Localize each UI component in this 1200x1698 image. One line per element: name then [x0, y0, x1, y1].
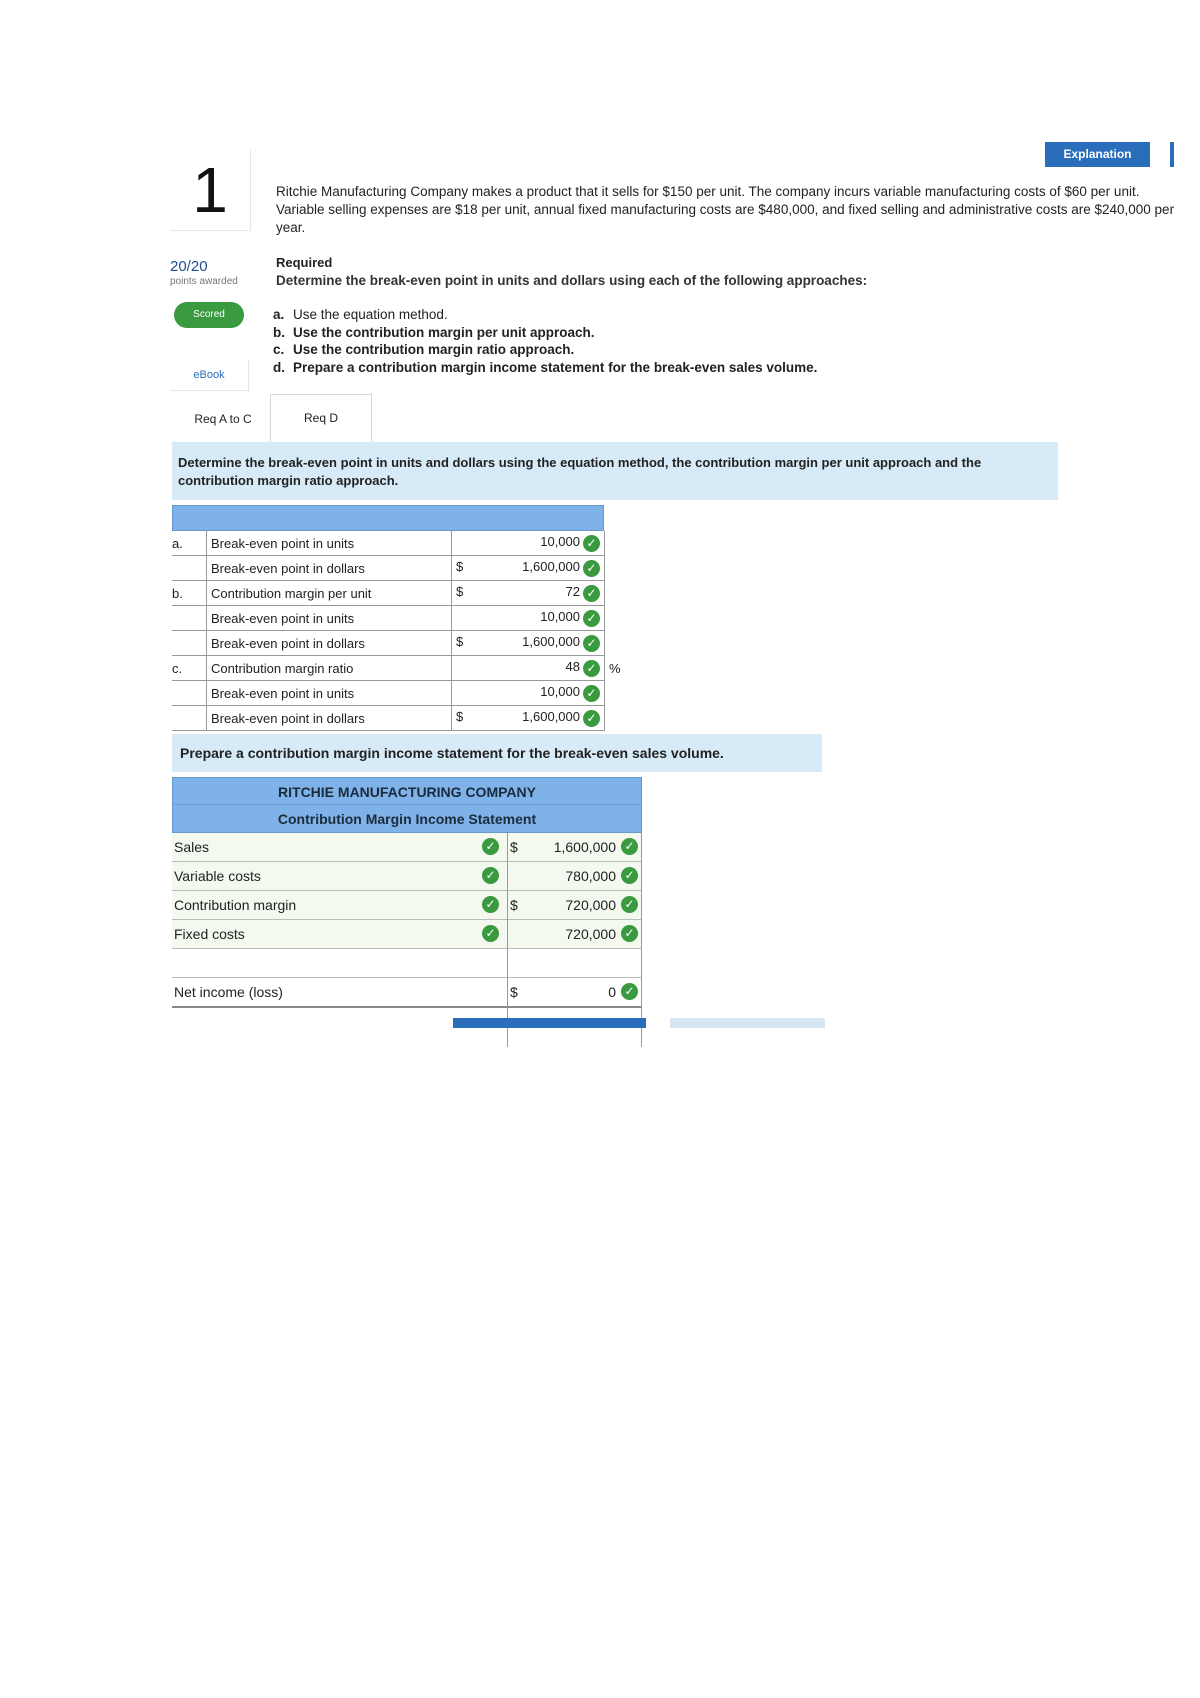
check-icon: ✓ [583, 585, 600, 602]
check-icon: ✓ [583, 635, 600, 652]
row-letter [172, 706, 207, 731]
row-value[interactable]: 1,600,000 [522, 709, 580, 725]
tab-req-d[interactable]: Req D [270, 394, 372, 443]
statement-row [172, 862, 642, 891]
statement-row-amount[interactable]: 780,000 [565, 868, 616, 884]
statement-row-label[interactable]: Contribution margin [174, 897, 297, 913]
row-letter [172, 556, 207, 581]
check-icon: ✓ [621, 983, 638, 1000]
requirement-item: c. Use the contribution margin ratio approach. [273, 342, 575, 357]
next-requirement-button[interactable] [670, 1018, 825, 1028]
row-value-cell[interactable] [452, 531, 605, 556]
row-value-cell[interactable] [452, 556, 605, 581]
requirements-list [273, 306, 817, 376]
problem-text: Ritchie Manufacturing Company makes a product that it sells for $150 per unit. The company incurs variable manufacturing costs of $60 per unit. Variable selling expenses are $18 per unit, annual fixed manufacturing costs are $480,000, and fixed selling and administrative costs are $240,000 per year. [276, 184, 1175, 235]
statement-title: Contribution Margin Income Statement [172, 805, 642, 833]
row-label: Break-even point in dollars [207, 631, 452, 656]
check-icon: ✓ [621, 867, 638, 884]
row-label: Break-even point in units [207, 531, 452, 556]
row-value-cell[interactable] [452, 631, 605, 656]
row-dollar: $ [456, 559, 464, 575]
requirement-item: b. Use the contribution margin per unit approach. [273, 324, 595, 340]
row-value[interactable]: 1,600,000 [522, 559, 580, 575]
row-letter: a. [172, 531, 207, 556]
row-value[interactable]: 10,000 [540, 609, 580, 625]
row-letter [172, 606, 207, 631]
check-icon: ✓ [583, 710, 600, 727]
row-value-cell[interactable] [452, 581, 605, 606]
row-value-cell[interactable] [452, 681, 605, 706]
row-value-cell[interactable] [452, 656, 605, 681]
required-heading: Required [276, 255, 333, 270]
check-icon: ✓ [583, 685, 600, 702]
statement-row-amount[interactable]: 1,600,000 [553, 839, 616, 855]
check-icon: ✓ [583, 535, 600, 552]
breakeven-row [172, 581, 635, 606]
check-icon: ✓ [482, 925, 499, 942]
requirement-item: a. Use the equation method. [273, 307, 448, 322]
statement-row-label[interactable]: Sales [174, 839, 210, 855]
statement-row-amount[interactable]: 720,000 [565, 926, 616, 942]
breakeven-row [172, 531, 635, 556]
net-income-label: Net income (loss) [174, 984, 283, 1000]
row-value-cell[interactable] [452, 606, 605, 631]
statement-row [172, 920, 642, 949]
statement-row-label[interactable]: Variable costs [174, 868, 261, 884]
row-suffix: % [609, 660, 621, 676]
row-dollar: $ [456, 584, 464, 600]
breakeven-row [172, 706, 635, 731]
question-score: 20/20 [170, 258, 208, 275]
statement-row-dollar: $ [510, 839, 518, 855]
breakeven-table-header [172, 505, 604, 531]
row-value[interactable]: 10,000 [540, 534, 580, 550]
row-dollar: $ [456, 709, 464, 725]
statement-row-dollar: $ [510, 897, 518, 913]
check-icon: ✓ [621, 896, 638, 913]
row-value[interactable]: 72 [565, 584, 580, 600]
breakeven-table [172, 531, 635, 731]
table-right-border [641, 833, 642, 1047]
row-suffix [605, 606, 636, 631]
check-icon: ✓ [482, 838, 499, 855]
requirement-item: d. Prepare a contribution margin income statement for the break-even sales volume. [273, 359, 818, 375]
required-text: Determine the break-even point in units and dollars using each of the following approaches: [276, 273, 868, 288]
row-value-cell[interactable] [452, 706, 605, 731]
breakeven-row [172, 556, 635, 581]
column-divider [507, 833, 508, 1047]
row-label: Break-even point in units [207, 606, 452, 631]
check-icon: ✓ [583, 610, 600, 627]
check-icon: ✓ [583, 560, 600, 577]
row-value[interactable]: 1,600,000 [522, 634, 580, 650]
row-suffix [605, 631, 636, 656]
row-letter [172, 681, 207, 706]
check-icon: ✓ [482, 867, 499, 884]
row-value[interactable]: 10,000 [540, 684, 580, 700]
row-suffix [605, 681, 636, 706]
check-icon: ✓ [621, 838, 638, 855]
row-label: Break-even point in dollars [207, 706, 452, 731]
row-suffix [605, 581, 636, 606]
statement-row [172, 891, 642, 920]
row-dollar: $ [456, 634, 464, 650]
scored-badge[interactable]: Scored [174, 302, 244, 328]
row-suffix [605, 706, 636, 731]
row-suffix [605, 531, 636, 556]
row-label: Contribution margin ratio [207, 656, 452, 681]
row-letter [172, 631, 207, 656]
statement-row-label[interactable]: Fixed costs [174, 926, 245, 942]
net-income-amount[interactable]: 0 [608, 984, 616, 1000]
tab-req-a-to-c[interactable]: Req A to C [178, 402, 268, 444]
row-label: Break-even point in dollars [207, 556, 452, 581]
statement-blank-row [172, 949, 642, 978]
instruction-panel-2: Prepare a contribution margin income statement for the break-even sales volume. [172, 734, 822, 772]
statement-row [172, 833, 642, 862]
row-letter: b. [172, 581, 207, 606]
row-label: Contribution margin per unit [207, 581, 452, 606]
row-letter: c. [172, 656, 207, 681]
question-number: 1 [170, 150, 251, 231]
row-suffix [605, 556, 636, 581]
prev-requirement-button[interactable] [453, 1018, 646, 1028]
points-awarded-label: points awarded [170, 276, 238, 287]
breakeven-row [172, 631, 635, 656]
statement-row-amount[interactable]: 720,000 [565, 897, 616, 913]
net-income-row [172, 978, 642, 1008]
ebook-link[interactable]: eBook [170, 360, 249, 391]
edge-accent-bar [1170, 142, 1174, 167]
row-label: Break-even point in units [207, 681, 452, 706]
breakeven-row [172, 681, 635, 706]
check-icon: ✓ [482, 896, 499, 913]
check-icon: ✓ [583, 660, 600, 677]
breakeven-row [172, 656, 635, 681]
instruction-panel-1: Determine the break-even point in units and dollars using the equation method, the contribution margin per unit approach and the contribution margin ratio approach. [172, 442, 1058, 500]
net-income-dollar: $ [510, 984, 518, 1000]
check-icon: ✓ [621, 925, 638, 942]
breakeven-row [172, 606, 635, 631]
explanation-button[interactable]: Explanation [1045, 142, 1150, 167]
income-statement [172, 777, 642, 1008]
row-value[interactable]: 48 [565, 659, 580, 675]
statement-company: RITCHIE MANUFACTURING COMPANY [172, 777, 642, 805]
